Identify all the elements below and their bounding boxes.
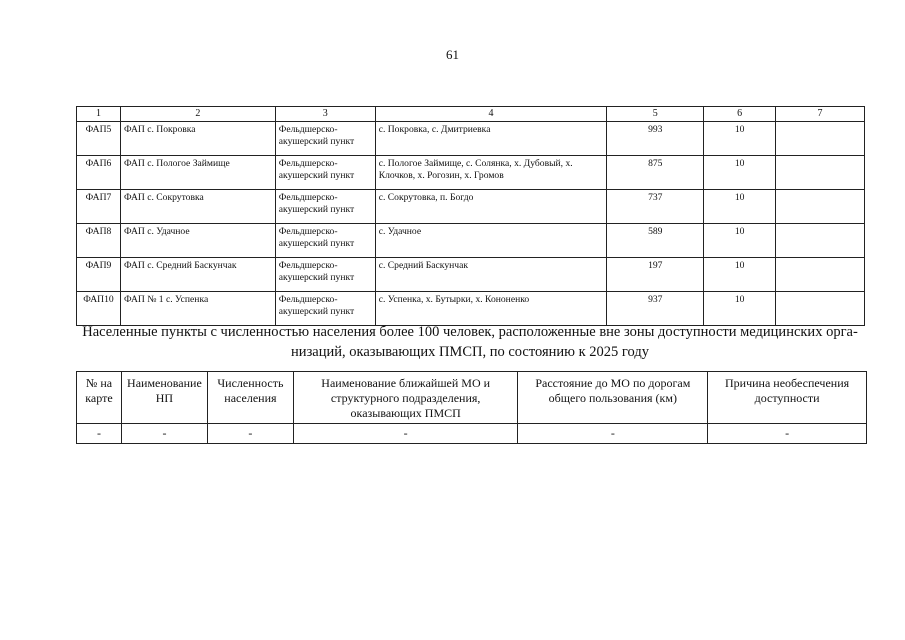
facility-type: Фельдшерско-акушерский пункт — [275, 224, 375, 258]
facility-name: ФАП с. Удачное — [120, 224, 275, 258]
facility-settlements: с. Покровка, с. Дмитриевка — [375, 122, 607, 156]
table-cell: - — [121, 424, 207, 444]
table-cell: - — [77, 424, 122, 444]
table-row — [77, 258, 865, 292]
facility-name: ФАП с. Средний Баскунчак — [120, 258, 275, 292]
facility-distance: 10 — [704, 190, 776, 224]
table-row — [77, 122, 865, 156]
facility-code: ФАП9 — [77, 258, 121, 292]
facility-settlements: с. Пологое Займище, с. Солянка, х. Дубовый, х. Клочков, х. Рогозин, х. Громов — [375, 156, 607, 190]
facility-note — [776, 292, 865, 326]
facility-name: ФАП с. Покровка — [120, 122, 275, 156]
column-header: № на карте — [77, 372, 122, 424]
table-row — [77, 224, 865, 258]
column-header: Наименование НП — [121, 372, 207, 424]
column-header: 5 — [607, 107, 704, 122]
facility-note — [776, 224, 865, 258]
facility-population: 589 — [607, 224, 704, 258]
page-number: 61 — [446, 47, 459, 62]
column-header: 4 — [375, 107, 607, 122]
table-row — [77, 292, 865, 326]
table-cell: - — [293, 424, 518, 444]
section-heading — [70, 322, 870, 362]
facility-settlements: с. Средний Баскунчак — [375, 258, 607, 292]
facility-settlements: с. Удачное — [375, 224, 607, 258]
facility-distance: 10 — [704, 224, 776, 258]
facility-note — [776, 122, 865, 156]
column-header: Причина необеспечения доступности — [708, 372, 867, 424]
facility-population: 875 — [607, 156, 704, 190]
table-row — [77, 190, 865, 224]
column-header: 7 — [776, 107, 865, 122]
column-header: Численность населения — [207, 372, 293, 424]
facility-type: Фельдшерско-акушерский пункт — [275, 190, 375, 224]
facility-distance: 10 — [704, 122, 776, 156]
facility-population: 197 — [607, 258, 704, 292]
table-row — [77, 424, 867, 444]
column-header: 3 — [275, 107, 375, 122]
table-header-row — [77, 372, 867, 424]
facility-type: Фельдшерско-акушерский пункт — [275, 156, 375, 190]
facility-name: ФАП с. Пологое Займище — [120, 156, 275, 190]
section-heading-line: низаций, оказывающих ПМСП, по состоянию к 2025 году — [291, 344, 649, 360]
table-cell: - — [708, 424, 867, 444]
facility-name: ФАП № 1 с. Успенка — [120, 292, 275, 326]
facility-distance: 10 — [704, 258, 776, 292]
table-cell: - — [207, 424, 293, 444]
facility-note — [776, 258, 865, 292]
table-cell: - — [518, 424, 708, 444]
facility-type: Фельдшерско-акушерский пункт — [275, 292, 375, 326]
facility-code: ФАП8 — [77, 224, 121, 258]
column-header: 6 — [704, 107, 776, 122]
facility-type: Фельдшерско-акушерский пункт — [275, 258, 375, 292]
table-header-row — [77, 107, 865, 122]
facility-code: ФАП5 — [77, 122, 121, 156]
facility-code: ФАП6 — [77, 156, 121, 190]
column-header: 1 — [77, 107, 121, 122]
column-header: Наименование ближайшей МО и структурного подразделения, оказывающих ПМСП — [293, 372, 518, 424]
column-header: 2 — [120, 107, 275, 122]
table-row — [77, 156, 865, 190]
facility-code: ФАП10 — [77, 292, 121, 326]
facility-settlements: с. Успенка, х. Бутырки, х. Кононенко — [375, 292, 607, 326]
facility-population: 737 — [607, 190, 704, 224]
facility-type: Фельдшерско-акушерский пункт — [275, 122, 375, 156]
facility-note — [776, 156, 865, 190]
facility-distance: 10 — [704, 156, 776, 190]
section-heading-line: Населенные пункты с численностью населения более 100 человек, расположенные вне зоны доступности медицинских орга- — [82, 324, 858, 340]
facility-settlements: с. Сокрутовка, п. Богдо — [375, 190, 607, 224]
facility-population: 993 — [607, 122, 704, 156]
column-header: Расстояние до МО по дорогам общего пользования (км) — [518, 372, 708, 424]
facility-distance: 10 — [704, 292, 776, 326]
facility-population: 937 — [607, 292, 704, 326]
settlements-table — [76, 371, 867, 444]
facility-name: ФАП с. Сокрутовка — [120, 190, 275, 224]
facility-note — [776, 190, 865, 224]
facility-code: ФАП7 — [77, 190, 121, 224]
facilities-table — [76, 106, 865, 326]
